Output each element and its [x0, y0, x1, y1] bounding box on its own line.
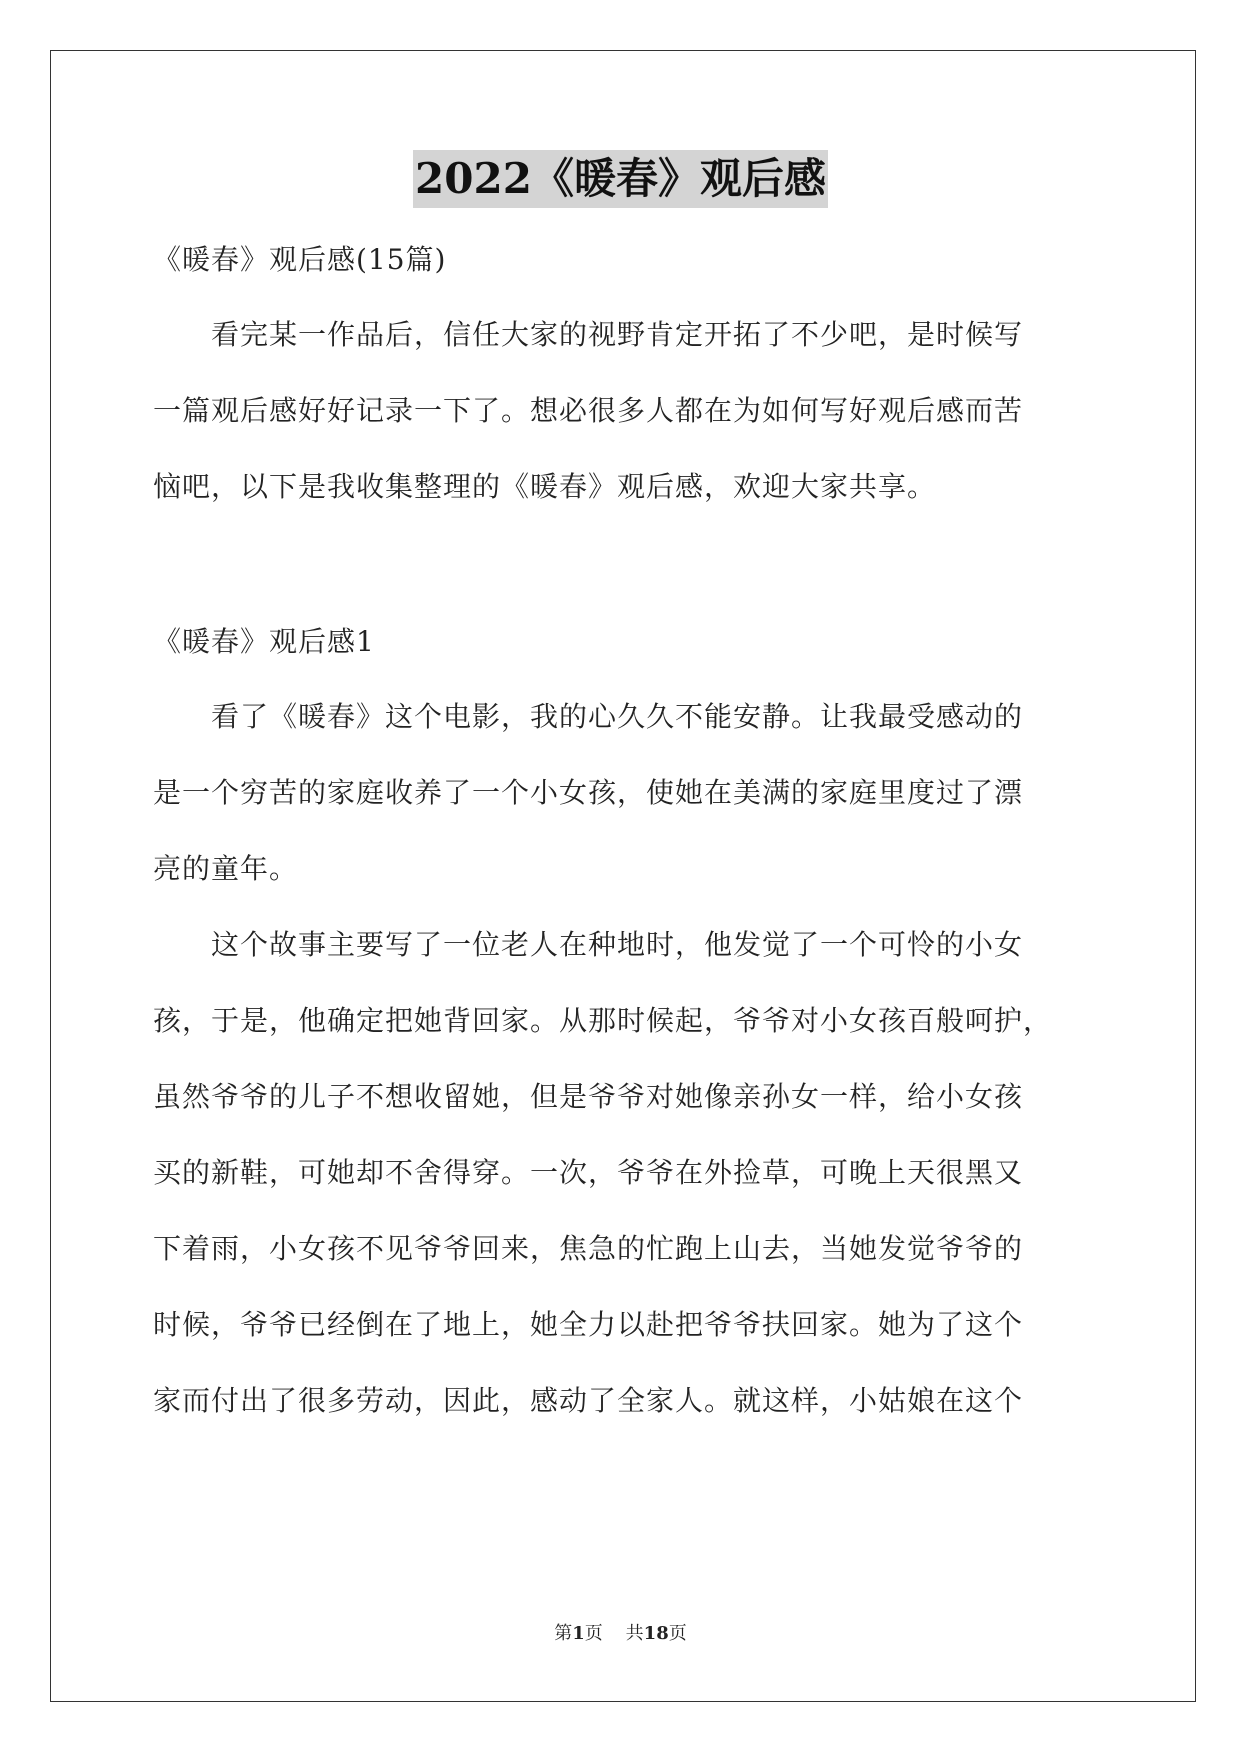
page-footer [0, 1622, 1241, 1646]
intro-line-3: 恼吧，以下是我收集整理的《暖春》观后感，欢迎大家共享。 [153, 470, 937, 503]
document-title: 2022《暖春》观后感 [413, 150, 828, 208]
total-label-prefix: 共 [625, 1623, 644, 1644]
intro-line-2: 一篇观后感好好记录一下了。想必很多人都在为如何写好观后感而苦 [153, 394, 1024, 427]
para2-line-3: 虽然爷爷的儿子不想收留她，但是爷爷对她像亲孙女一样，给小女孩 [153, 1080, 1024, 1113]
para1-line-2: 是一个穷苦的家庭收养了一个小女孩，使她在美满的家庭里度过了漂 [153, 776, 1024, 809]
total-label-suffix: 页 [668, 1623, 687, 1644]
intro-line-1: 看完某一作品后，信任大家的视野肯定开拓了不少吧，是时候写 [211, 318, 1024, 351]
para2-line-7: 家而付出了很多劳动，因此，感动了全家人。就这样，小姑娘在这个 [153, 1384, 1024, 1417]
para2-line-6: 时候，爷爷已经倒在了地上，她全力以赴把爷爷扶回家。她为了这个 [153, 1308, 1024, 1341]
page-label-prefix: 第 [554, 1623, 573, 1644]
para2-line-4: 买的新鞋，可她却不舍得穿。一次，爷爷在外捡草，可晚上天很黑又 [153, 1156, 1024, 1189]
para2-line-2: 孩，于是，他确定把她背回家。从那时候起，爷爷对小女孩百般呵护， [153, 1004, 1053, 1037]
page-number: 1 [572, 1623, 585, 1644]
subtitle: 《暖春》观后感(15篇) [153, 243, 447, 276]
section-heading: 《暖春》观后感1 [153, 625, 375, 658]
para2-line-5: 下着雨，小女孩不见爷爷回来，焦急的忙跑上山去，当她发觉爷爷的 [153, 1232, 1024, 1265]
title-container [0, 150, 1241, 208]
total-pages: 18 [643, 1623, 669, 1644]
para1-line-1: 看了《暖春》这个电影，我的心久久不能安静。让我最受感动的 [211, 700, 1024, 733]
page-label-suffix: 页 [584, 1623, 603, 1644]
para1-line-3: 亮的童年。 [153, 852, 299, 885]
para2-line-1: 这个故事主要写了一位老人在种地时，他发觉了一个可怜的小女 [211, 928, 1024, 961]
